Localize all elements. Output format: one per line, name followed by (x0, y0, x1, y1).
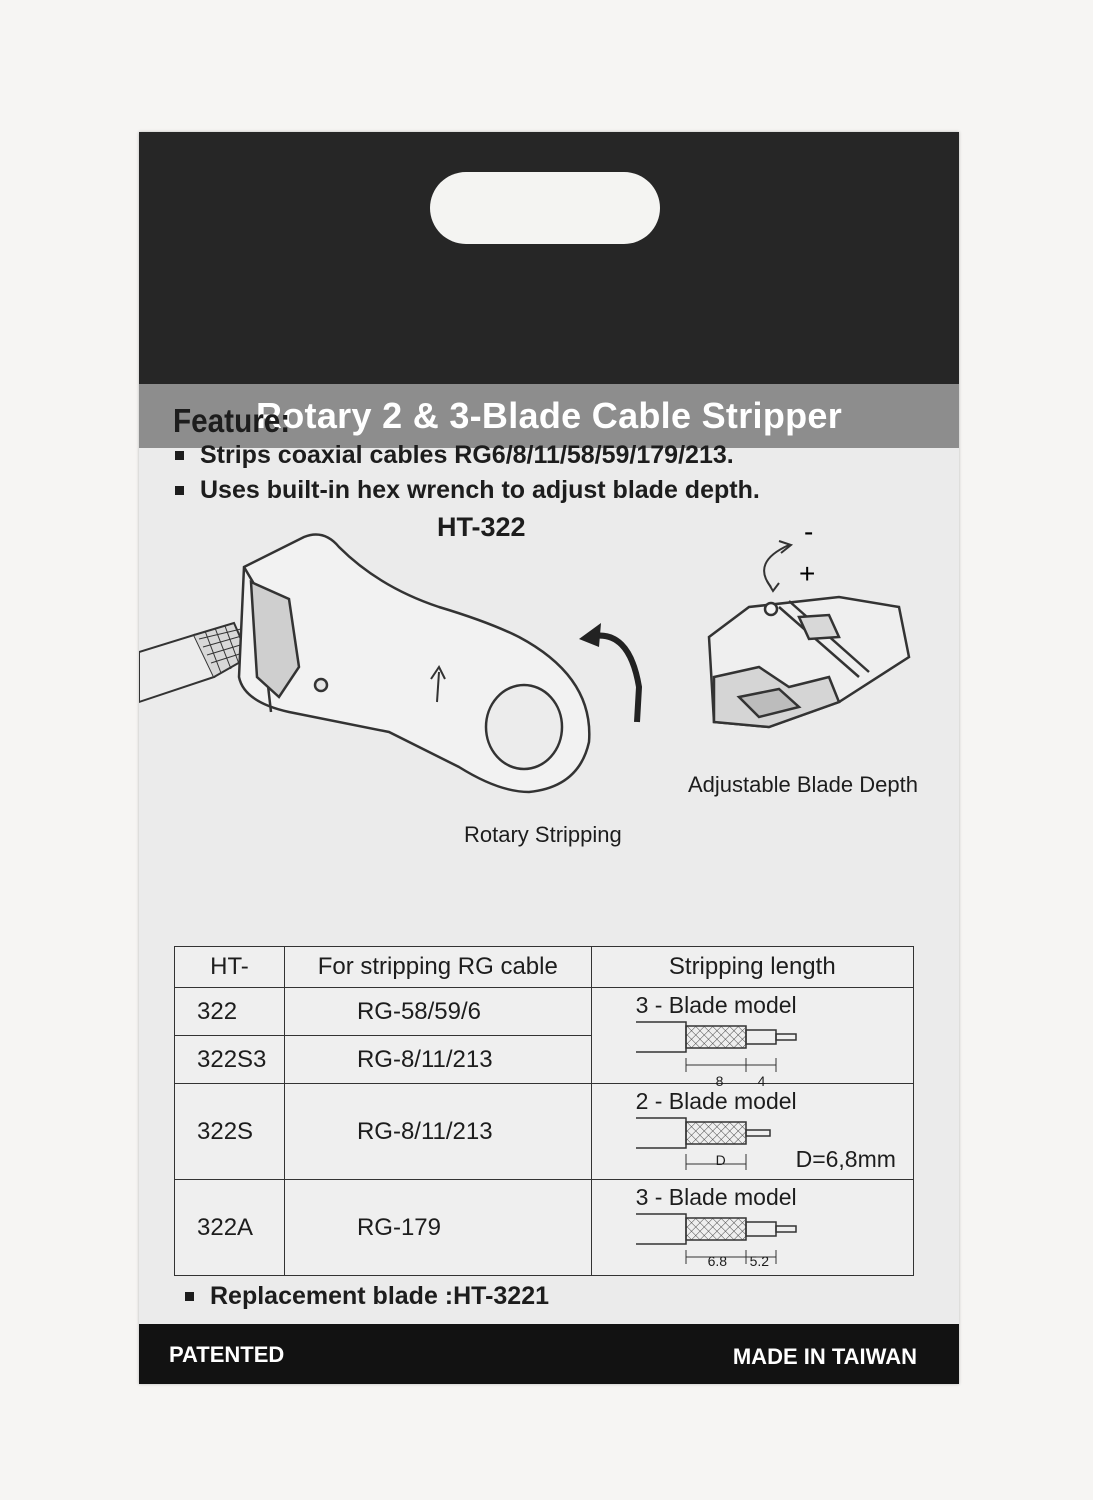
header-rg: For stripping RG cable (284, 947, 591, 988)
bullet-icon (185, 1292, 194, 1301)
feature-heading: Feature: (173, 402, 291, 439)
ht-cell: 322S3 (175, 1036, 285, 1084)
feature-list (175, 438, 760, 508)
header-ht: HT- (175, 947, 285, 988)
header-length: Stripping length (591, 947, 913, 988)
three-blade-diagram (636, 1018, 836, 1078)
rg-cell: RG-179 (284, 1180, 591, 1276)
diagram-cell (591, 1084, 913, 1180)
package-card (139, 132, 959, 1384)
d-note: D=6,8mm (795, 1146, 896, 1172)
made-in-label: MADE IN TAIWAN (732, 1344, 917, 1369)
dim-label: 6.8 (707, 1253, 728, 1269)
dim-label: D (715, 1152, 726, 1168)
bullet-icon (175, 486, 184, 495)
feature-item: Uses built-in hex wrench to adjust blade depth. (175, 473, 760, 508)
dim-label: 4 (757, 1073, 766, 1089)
patented-label: PATENTED (169, 1342, 285, 1367)
diagram-cell (591, 1180, 913, 1276)
diagram-title: 2 - Blade model (635, 1088, 797, 1114)
dim-label: 5.2 (749, 1253, 770, 1269)
replacement-note: Replacement blade :HT-3221 (185, 1282, 549, 1311)
ht-cell: 322A (175, 1180, 285, 1276)
spec-table (174, 946, 914, 1276)
rg-cell: RG-8/11/213 (284, 1084, 591, 1180)
ht-cell: 322S (175, 1084, 285, 1180)
rotary-caption: Rotary Stripping (464, 822, 622, 847)
header-band (139, 132, 959, 384)
rg-cell: RG-8/11/213 (284, 1036, 591, 1084)
rg-cell: RG-58/59/6 (284, 988, 591, 1036)
blade-head-illustration (709, 597, 909, 727)
rotary-stripper (239, 535, 589, 792)
footer-band (139, 1324, 959, 1384)
model-label: HT-322 (437, 512, 526, 542)
depth-caption: Adjustable Blade Depth (688, 772, 918, 797)
table-row (175, 988, 914, 1036)
ht-cell: 322 (175, 988, 285, 1036)
product-title: Rotary 2 & 3-Blade Cable Stripper (255, 395, 843, 436)
table-row (175, 1084, 914, 1180)
three-blade-diagram (636, 1210, 836, 1270)
diagram-title: 3 - Blade model (635, 1184, 797, 1210)
plus-label: + (799, 558, 816, 589)
minus-label: - (804, 527, 814, 547)
table-header-row (175, 947, 914, 988)
rotation-arrow (589, 636, 639, 722)
table-row (175, 1180, 914, 1276)
stripper-illustration (139, 527, 959, 847)
diagram-cell (591, 988, 913, 1089)
diagram-title: 3 - Blade model (635, 992, 797, 1018)
hang-hole (430, 172, 660, 244)
dim-label: 8 (715, 1073, 724, 1089)
feature-item: Strips coaxial cables RG6/8/11/58/59/179/213. (175, 438, 760, 473)
bullet-icon (175, 451, 184, 460)
